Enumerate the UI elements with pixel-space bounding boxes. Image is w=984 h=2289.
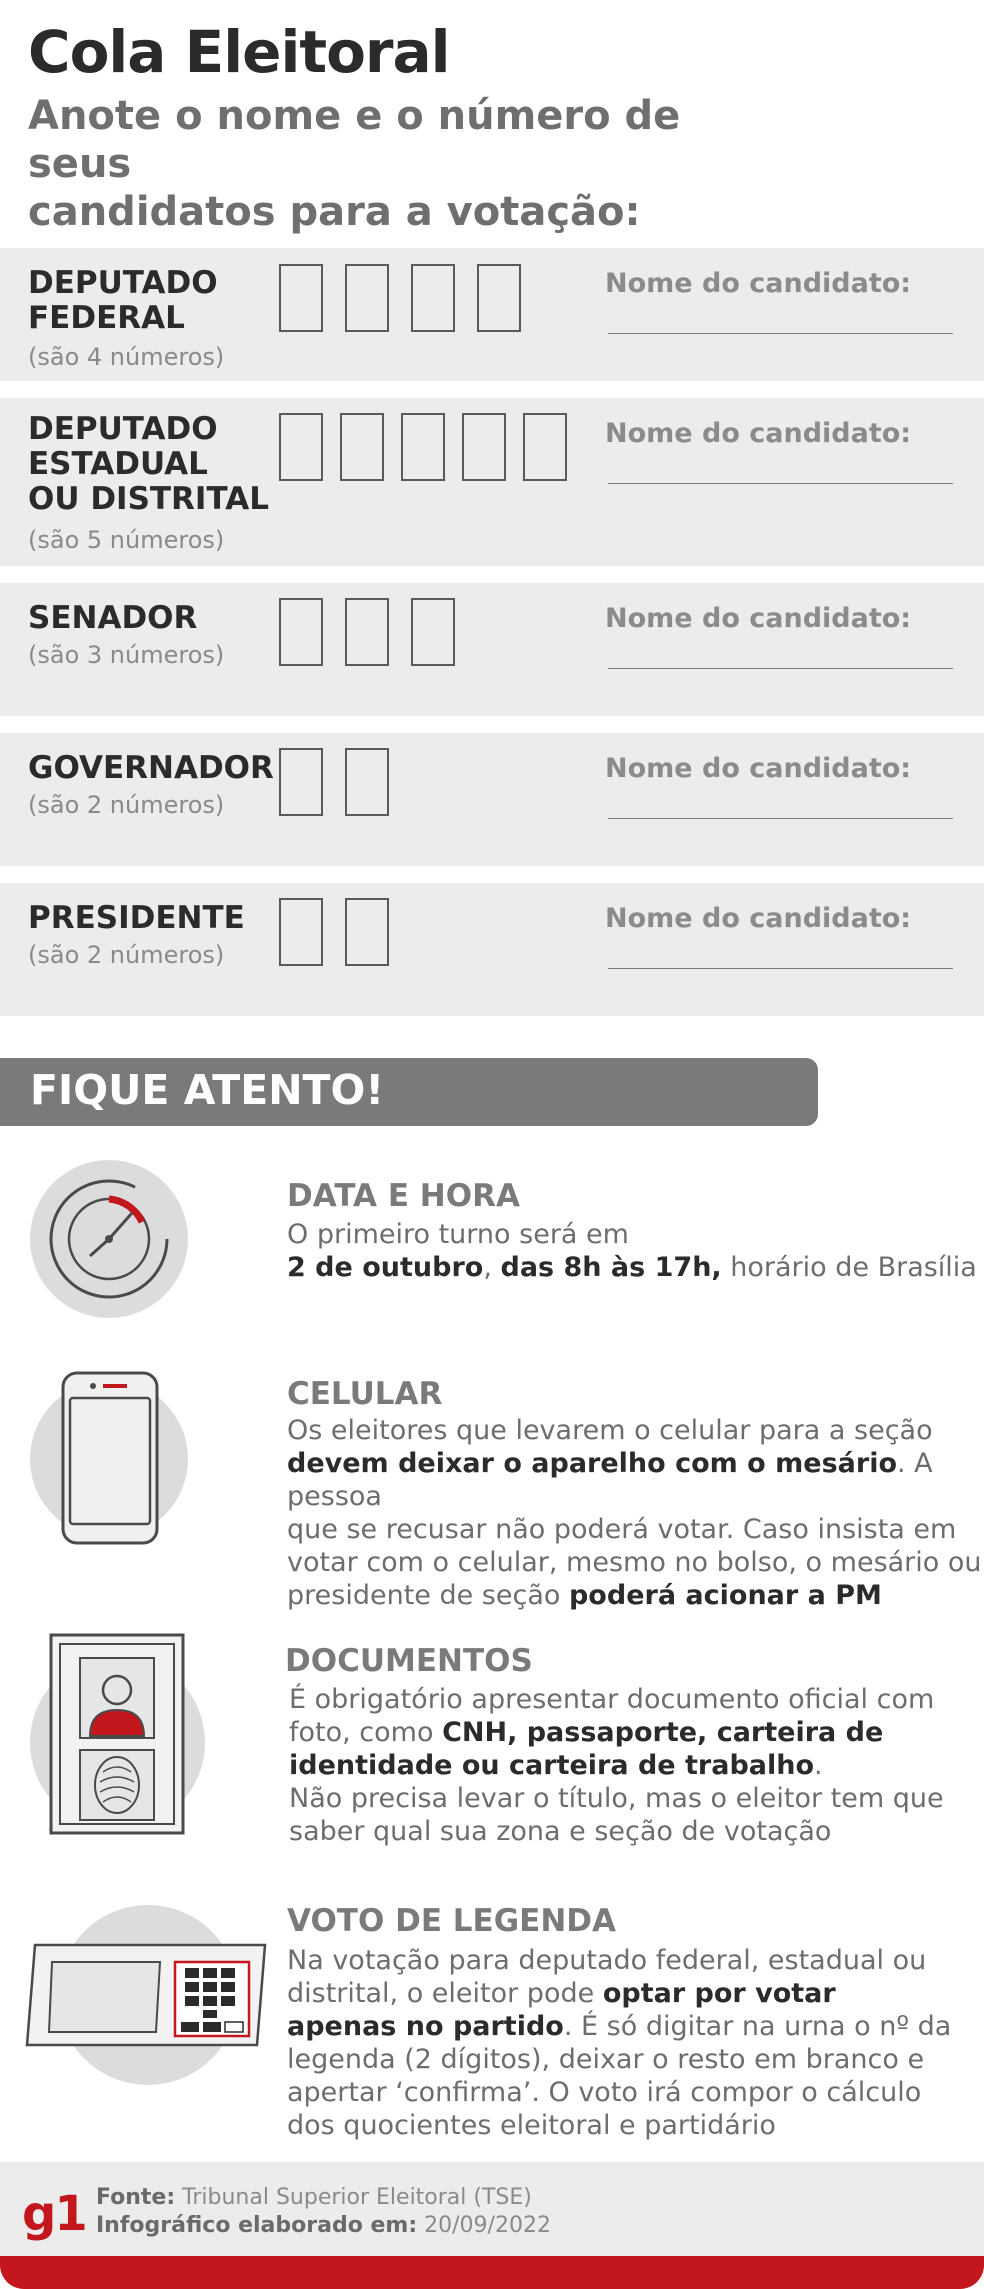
footer-accent-bar bbox=[0, 2256, 984, 2289]
date-line: Infográfico elaborado em: 20/09/2022 bbox=[96, 2213, 551, 2238]
digit-box[interactable] bbox=[279, 413, 323, 481]
candidate-name-line[interactable] bbox=[608, 668, 953, 669]
digit-box[interactable] bbox=[411, 598, 455, 666]
celular-body: Os eleitores que levarem o celular para a seção devem deixar o aparelho com o mesário. A pessoa que se recusar não poderá votar. Caso insista em votar com o celular, mesmo no bolso, o mesário ou presidente de seção poderá acionar a PM bbox=[287, 1415, 982, 1611]
digits-hint: (são 2 números) bbox=[28, 941, 225, 969]
attention-banner bbox=[0, 1058, 818, 1126]
digit-box[interactable] bbox=[345, 598, 389, 666]
digit-box[interactable] bbox=[477, 264, 521, 332]
office-label: SENADOR bbox=[28, 600, 198, 636]
data-hora-body: O primeiro turno será em 2 de outubro, das 8h às 17h, horário de Brasília bbox=[287, 1219, 977, 1283]
digit-box[interactable] bbox=[279, 898, 323, 966]
digits-hint: (são 3 números) bbox=[28, 641, 225, 669]
digit-box[interactable] bbox=[462, 413, 506, 481]
source-line: Fonte: Tribunal Superior Eleitoral (TSE) bbox=[96, 2185, 532, 2210]
digit-box[interactable] bbox=[279, 264, 323, 332]
documentos-title: DOCUMENTOS bbox=[285, 1643, 533, 1679]
office-label: PRESIDENTE bbox=[28, 900, 245, 936]
attention-banner-text: FIQUE ATENTO! bbox=[30, 1066, 385, 1114]
candidate-name-label: Nome do candidato: bbox=[605, 268, 912, 299]
digit-box[interactable] bbox=[279, 748, 323, 816]
documentos-body: É obrigatório apresentar documento oficial com foto, como CNH, passaporte, carteira de identidade ou carteira de trabalho. Não precisa levar o título, mas o eleitor tem que saber qual sua zona e seção de votação bbox=[289, 1684, 944, 1847]
office-row-governador bbox=[0, 733, 984, 866]
candidate-name-label: Nome do candidato: bbox=[605, 903, 912, 934]
digit-box[interactable] bbox=[401, 413, 445, 481]
candidate-name-label: Nome do candidato: bbox=[605, 603, 912, 634]
digit-box[interactable] bbox=[523, 413, 567, 481]
candidate-name-line[interactable] bbox=[608, 483, 953, 484]
page-title: Cola Eleitoral bbox=[28, 18, 450, 86]
digit-box[interactable] bbox=[345, 898, 389, 966]
id-document-icon bbox=[48, 1632, 188, 1837]
office-label: DEPUTADO FEDERAL bbox=[28, 265, 218, 336]
office-row-presidente bbox=[0, 883, 984, 1016]
candidate-name-label: Nome do candidato: bbox=[605, 418, 912, 449]
voto-legenda-title: VOTO DE LEGENDA bbox=[287, 1903, 617, 1939]
phone-icon bbox=[55, 1370, 165, 1548]
digit-box[interactable] bbox=[340, 413, 384, 481]
page-subtitle: Anote o nome e o número de seus candidatos para a votação: bbox=[28, 93, 681, 235]
voto-legenda-body: Na votação para deputado federal, estadual ou distrital, o eleitor pode optar por votar apenas no partido. É só digitar na urna o nº da legenda (2 dígitos), deixar o resto em branco e apertar ‘confirma’. O voto irá compor o cálculo dos quocientes eleitoral e partidário bbox=[287, 1945, 952, 2141]
digit-box[interactable] bbox=[279, 598, 323, 666]
digit-box[interactable] bbox=[345, 264, 389, 332]
office-row-deputado-federal bbox=[0, 248, 984, 381]
digits-hint: (são 4 números) bbox=[28, 343, 225, 371]
office-row-deputado-estadual bbox=[0, 398, 984, 566]
digits-hint: (são 5 números) bbox=[28, 526, 225, 554]
voting-machine-icon bbox=[25, 1940, 270, 2050]
digits-hint: (são 2 números) bbox=[28, 791, 225, 819]
footer bbox=[0, 2162, 984, 2260]
data-hora-title: DATA E HORA bbox=[287, 1178, 520, 1214]
celular-title: CELULAR bbox=[287, 1376, 443, 1412]
clock-icon bbox=[30, 1160, 188, 1318]
office-row-senador bbox=[0, 583, 984, 716]
candidate-name-line[interactable] bbox=[608, 968, 953, 969]
candidate-name-line[interactable] bbox=[608, 333, 953, 334]
office-label: DEPUTADO ESTADUAL OU DISTRITAL bbox=[28, 411, 269, 517]
g1-logo[interactable]: g1 bbox=[22, 2186, 86, 2242]
digit-box[interactable] bbox=[345, 748, 389, 816]
office-label: GOVERNADOR bbox=[28, 750, 274, 786]
digit-box[interactable] bbox=[411, 264, 455, 332]
candidate-name-line[interactable] bbox=[608, 818, 953, 819]
candidate-name-label: Nome do candidato: bbox=[605, 753, 912, 784]
